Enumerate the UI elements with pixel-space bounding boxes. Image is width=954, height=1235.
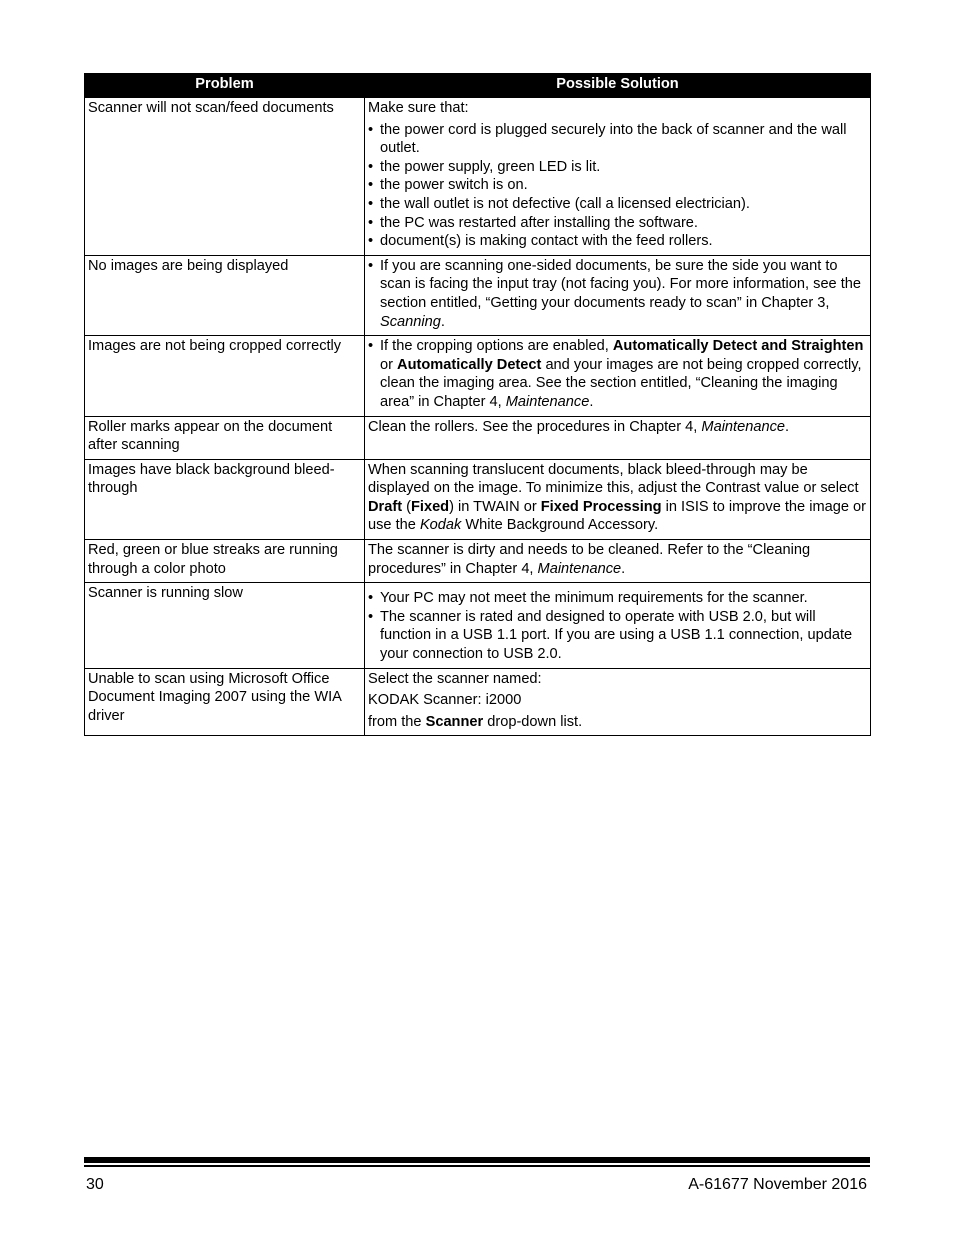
solution-cell <box>365 98 871 256</box>
chapter-name-italic: Maintenance <box>537 560 622 577</box>
option-name-bold: Fixed Processing <box>540 498 662 515</box>
page-number: 30 <box>86 1176 104 1193</box>
table-row <box>85 459 871 539</box>
problem-cell: Roller marks appear on the document after scanning <box>85 416 365 459</box>
problem-cell: Images have black background bleed-through <box>85 459 365 539</box>
solution-cell <box>365 540 871 583</box>
brand-name-italic: Kodak <box>419 517 462 534</box>
list-item: • the power cord is plugged securely into the back of scanner and the wall outlet. <box>368 121 867 158</box>
solution-text: . <box>785 418 790 435</box>
list-item: • the power supply, green LED is lit. <box>368 158 867 177</box>
table-row <box>85 583 871 668</box>
list-item <box>368 257 867 331</box>
solution-text: ( <box>402 498 411 515</box>
list-item: • document(s) is making contact with the feed rollers. <box>368 232 867 251</box>
solution-text: or <box>380 356 398 373</box>
list-item: • the wall outlet is not defective (call a licensed electrician). <box>368 195 867 214</box>
bullet-list <box>368 337 867 411</box>
solution-line: Select the scanner named: <box>368 670 542 687</box>
list-item <box>368 337 867 411</box>
solution-text: drop-down list. <box>483 713 583 730</box>
solution-text: in ISIS to improve the image or use the <box>368 498 866 534</box>
footer-rule-thick <box>84 1157 870 1163</box>
solution-cell <box>365 336 871 416</box>
solution-text: When scanning translucent documents, black bleed-through may be displayed on the image. To minimize this, adjust the Contrast value or select <box>368 461 859 497</box>
footer-rule-thin <box>84 1165 870 1167</box>
list-item: • Your PC may not meet the minimum requirements for the scanner. <box>368 589 867 608</box>
solution-cell <box>365 416 871 459</box>
chapter-name-italic: Maintenance <box>701 418 785 435</box>
dropdown-name-bold: Scanner <box>425 713 484 730</box>
solution-line <box>368 713 867 732</box>
table-row <box>85 668 871 736</box>
list-item: • The scanner is rated and designed to operate with USB 2.0, but will function in a USB 1.1 port. If you are using a USB 1.1 connection, update your connection to USB 2.0. <box>368 608 867 664</box>
problem-cell: Images are not being cropped correctly <box>85 336 365 416</box>
troubleshooting-table <box>84 73 871 736</box>
solution-text: and your images are not being cropped correctly, clean the imaging area. See the section entitled, “Cleaning the imaging area” in Chapter 4, <box>380 356 862 410</box>
document-id: A-61677 November 2016 <box>688 1176 867 1193</box>
option-name-bold: Automatically Detect <box>397 356 542 373</box>
bullet-list <box>368 257 867 331</box>
problem-cell: Unable to scan using Microsoft Office Document Imaging 2007 using the WIA driver <box>85 668 365 736</box>
problem-cell: Scanner is running slow <box>85 583 365 668</box>
problem-cell: No images are being displayed <box>85 255 365 335</box>
solution-text: from the <box>368 713 426 730</box>
header-solution: Possible Solution <box>365 74 871 98</box>
problem-cell: Scanner will not scan/feed documents <box>85 98 365 256</box>
header-problem: Problem <box>85 74 365 98</box>
solution-text: If you are scanning one-sided documents, be sure the side you want to scan is facing the input tray (not facing you). For more information, see the section entitled, “Getting your documents ready to scan” in Chapter 3, <box>380 257 862 311</box>
list-item: • the PC was restarted after installing the software. <box>368 214 867 233</box>
chapter-name-italic: Maintenance <box>505 393 590 410</box>
solution-cell <box>365 459 871 539</box>
scanner-name-line: KODAK Scanner: i2000 <box>368 692 522 709</box>
chapter-name-italic: Scanning <box>380 313 441 330</box>
solution-text: ) in TWAIN or <box>449 498 541 515</box>
bullet-list <box>368 121 867 251</box>
table-header-row <box>85 74 871 98</box>
table-row <box>85 416 871 459</box>
solution-cell <box>365 668 871 736</box>
table-row <box>85 540 871 583</box>
solution-text: If the cropping options are enabled, <box>380 338 613 355</box>
bullet-list <box>368 589 867 663</box>
option-name-bold: Fixed <box>410 498 450 515</box>
problem-cell: Red, green or blue streaks are running through a color photo <box>85 540 365 583</box>
solution-text: The scanner is dirty and needs to be cleaned. Refer to the “Cleaning procedures” in Chapter 4, <box>368 542 811 577</box>
table-row <box>85 98 871 256</box>
table-row <box>85 336 871 416</box>
solution-cell <box>365 583 871 668</box>
solution-text: . <box>621 560 626 577</box>
solution-text: White Background Accessory. <box>461 517 659 534</box>
solution-intro: Make sure that: <box>368 100 469 116</box>
solution-text: . <box>440 313 445 330</box>
solution-text: Clean the rollers. See the procedures in Chapter 4, <box>368 418 702 435</box>
list-item: • the power switch is on. <box>368 176 867 195</box>
solution-text: . <box>589 393 594 410</box>
option-name-bold: Automatically Detect and Straighten <box>612 338 864 355</box>
table-row <box>85 255 871 335</box>
solution-cell <box>365 255 871 335</box>
option-name-bold: Draft <box>368 498 403 515</box>
